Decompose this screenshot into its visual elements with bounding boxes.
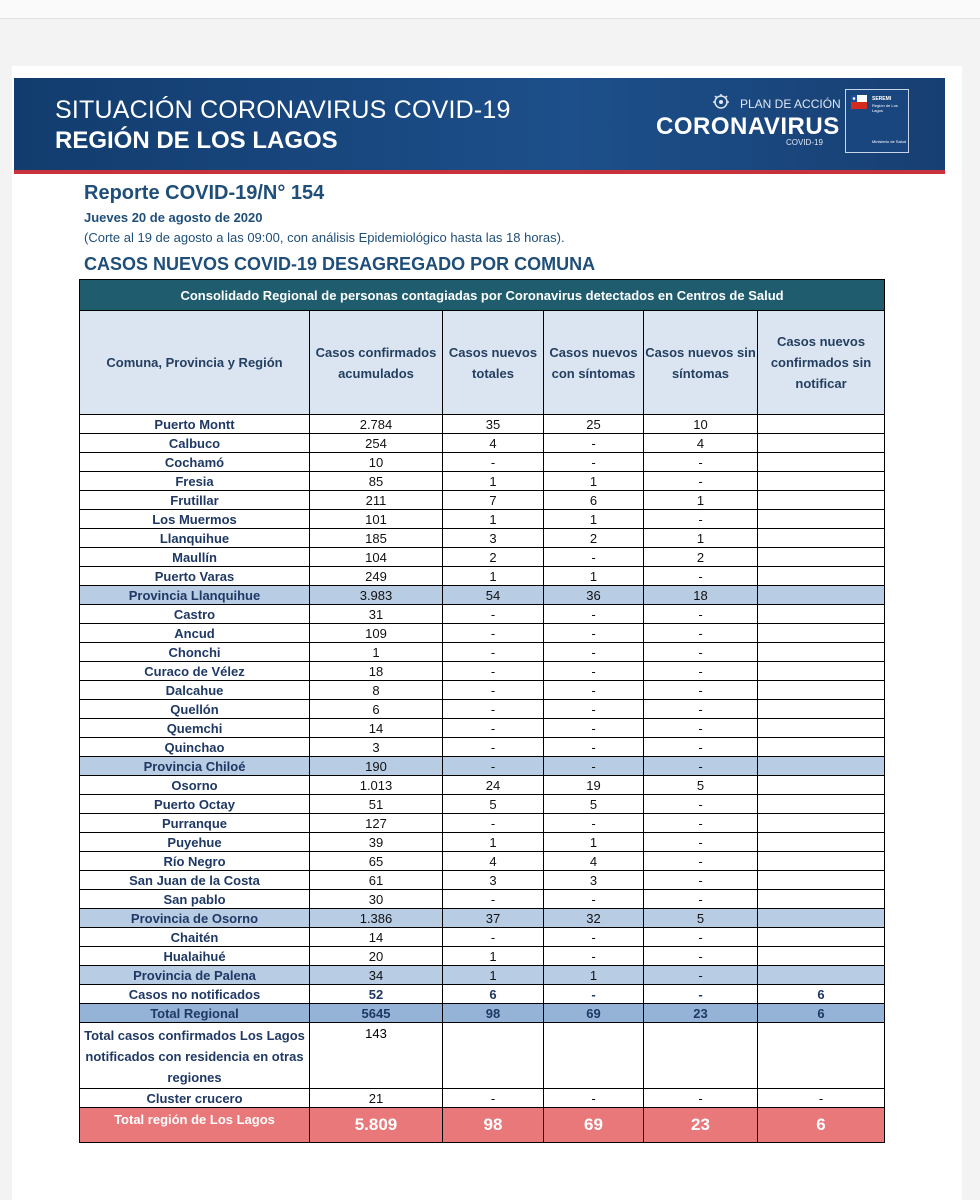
- row-name: Chaitén: [80, 928, 310, 947]
- row-name: Puyehue: [80, 833, 310, 852]
- cell-acumulados: 190: [310, 757, 443, 776]
- row-name: Ancud: [80, 624, 310, 643]
- cell-sin-notificar: [758, 719, 885, 738]
- cell-sin-notificar: [758, 757, 885, 776]
- cell-sin-sintomas: 23: [644, 1004, 758, 1023]
- row-name: Puerto Montt: [80, 415, 310, 434]
- cell-sin-sintomas: -: [644, 453, 758, 472]
- row-name: Quemchi: [80, 719, 310, 738]
- row-name: Puerto Varas: [80, 567, 310, 586]
- cell-nuevos-totales: -: [443, 1089, 544, 1108]
- cell-nuevos-totales: -: [443, 928, 544, 947]
- row-name: Purranque: [80, 814, 310, 833]
- cell-nuevos-totales: 98: [443, 1004, 544, 1023]
- cell-con-sintomas: -: [544, 624, 644, 643]
- row-name: Dalcahue: [80, 681, 310, 700]
- row-name: Total región de Los Lagos: [80, 1108, 310, 1143]
- cell-sin-notificar: [758, 833, 885, 852]
- cell-nuevos-totales: 1: [443, 833, 544, 852]
- section-title: CASOS NUEVOS COVID-19 DESAGREGADO POR COMUNA: [84, 254, 596, 274]
- cell-con-sintomas: -: [544, 757, 644, 776]
- cell-con-sintomas: -: [544, 548, 644, 567]
- cell-acumulados: 101: [310, 510, 443, 529]
- cell-sin-sintomas: -: [644, 719, 758, 738]
- table-row: [80, 909, 885, 928]
- cell-sin-sintomas: -: [644, 681, 758, 700]
- table-row: [80, 1004, 885, 1023]
- table-row: [80, 434, 885, 453]
- cell-sin-notificar: [758, 909, 885, 928]
- cell-sin-notificar: [758, 453, 885, 472]
- table-row: [80, 833, 885, 852]
- table-row: [80, 814, 885, 833]
- table-row: [80, 776, 885, 795]
- report-date: Jueves 20 de agosto de 2020: [84, 210, 263, 225]
- cell-nuevos-totales: -: [443, 624, 544, 643]
- cell-sin-notificar: 6: [758, 1004, 885, 1023]
- cell-sin-notificar: [758, 643, 885, 662]
- cell-sin-notificar: [758, 871, 885, 890]
- column-header-comuna: Comuna, Provincia y Región: [80, 311, 310, 415]
- virus-icon: [706, 93, 736, 109]
- table-row-other-regions: [80, 1023, 885, 1089]
- cell-empty: [544, 1023, 644, 1089]
- cell-nuevos-totales: -: [443, 700, 544, 719]
- table-row: [80, 662, 885, 681]
- row-name: Provincia Chiloé: [80, 757, 310, 776]
- table-row: [80, 453, 885, 472]
- row-name: Los Muermos: [80, 510, 310, 529]
- cell-acumulados: 51: [310, 795, 443, 814]
- table-row: [80, 491, 885, 510]
- cell-sin-notificar: [758, 624, 885, 643]
- cell-sin-sintomas: 5: [644, 776, 758, 795]
- cell-con-sintomas: 3: [544, 871, 644, 890]
- row-name: Cluster crucero: [80, 1089, 310, 1108]
- cell-con-sintomas: 32: [544, 909, 644, 928]
- table-row: [80, 415, 885, 434]
- cell-sin-notificar: [758, 700, 885, 719]
- cell-sin-sintomas: 10: [644, 415, 758, 434]
- cell-nuevos-totales: -: [443, 738, 544, 757]
- cell-acumulados: 249: [310, 567, 443, 586]
- cell-acumulados: 39: [310, 833, 443, 852]
- table-row: [80, 947, 885, 966]
- cell-con-sintomas: 5: [544, 795, 644, 814]
- row-name: Castro: [80, 605, 310, 624]
- cell-nuevos-totales: -: [443, 814, 544, 833]
- row-name: San Juan de la Costa: [80, 871, 310, 890]
- cell-sin-notificar: [758, 415, 885, 434]
- cell-nuevos-totales: -: [443, 681, 544, 700]
- row-name: Total Regional: [80, 1004, 310, 1023]
- table-caption: Consolidado Regional de personas contagiadas por Coronavirus detectados en Centros de Salud: [80, 280, 885, 311]
- cell-nuevos-totales: 1: [443, 472, 544, 491]
- cell-con-sintomas: -: [544, 662, 644, 681]
- cell-acumulados: 14: [310, 928, 443, 947]
- cell-sin-notificar: 6: [758, 985, 885, 1004]
- cell-acumulados: 20: [310, 947, 443, 966]
- cell-sin-sintomas: -: [644, 567, 758, 586]
- cell-sin-sintomas: 18: [644, 586, 758, 605]
- cell-con-sintomas: -: [544, 453, 644, 472]
- cell-acumulados: 65: [310, 852, 443, 871]
- cell-acumulados: 10: [310, 453, 443, 472]
- cell-con-sintomas: 1: [544, 833, 644, 852]
- cell-acumulados: 3: [310, 738, 443, 757]
- row-name: Quinchao: [80, 738, 310, 757]
- cell-nuevos-totales: 3: [443, 871, 544, 890]
- cell-acumulados: 30: [310, 890, 443, 909]
- cell-con-sintomas: 1: [544, 510, 644, 529]
- banner-region: REGIÓN DE LOS LAGOS: [55, 127, 338, 154]
- cell-acumulados: 104: [310, 548, 443, 567]
- cell-nuevos-totales: 6: [443, 985, 544, 1004]
- cell-nuevos-totales: 37: [443, 909, 544, 928]
- column-header-acumulados: Casos confirmados acumulados: [310, 311, 443, 415]
- ministry-top-label: SEREMI: [872, 96, 892, 102]
- cell-acumulados: 1: [310, 643, 443, 662]
- ministry-region-label: Región de Los Lagos: [872, 103, 898, 113]
- cell-nuevos-totales: -: [443, 453, 544, 472]
- row-name: Cochamó: [80, 453, 310, 472]
- cell-nuevos-totales: 98: [443, 1108, 544, 1143]
- cell-sin-notificar: [758, 852, 885, 871]
- cell-sin-notificar: [758, 795, 885, 814]
- cell-nuevos-totales: -: [443, 643, 544, 662]
- cell-sin-notificar: [758, 681, 885, 700]
- cell-sin-sintomas: -: [644, 928, 758, 947]
- cell-sin-sintomas: -: [644, 757, 758, 776]
- brand-subtext: COVID-19: [786, 138, 823, 147]
- cell-nuevos-totales: 1: [443, 510, 544, 529]
- cell-con-sintomas: -: [544, 643, 644, 662]
- cell-sin-notificar: [758, 605, 885, 624]
- cell-nuevos-totales: 4: [443, 434, 544, 453]
- cell-sin-sintomas: 2: [644, 548, 758, 567]
- plan-label: PLAN DE ACCIÓN: [740, 97, 841, 111]
- cell-sin-notificar: [758, 567, 885, 586]
- cell-sin-notificar: [758, 472, 885, 491]
- cell-con-sintomas: -: [544, 890, 644, 909]
- cell-acumulados: 211: [310, 491, 443, 510]
- table-row: [80, 681, 885, 700]
- table-row: [80, 700, 885, 719]
- cell-con-sintomas: 25: [544, 415, 644, 434]
- cell-sin-sintomas: -: [644, 662, 758, 681]
- row-name: Frutillar: [80, 491, 310, 510]
- cell-nuevos-totales: 2: [443, 548, 544, 567]
- browser-top-bar: [0, 0, 980, 19]
- cell-sin-sintomas: -: [644, 833, 758, 852]
- cell-sin-notificar: [758, 510, 885, 529]
- cell-sin-notificar: [758, 434, 885, 453]
- table-row: [80, 871, 885, 890]
- cell-acumulados: 143: [310, 1023, 443, 1089]
- cell-nuevos-totales: -: [443, 890, 544, 909]
- cell-nuevos-totales: 1: [443, 947, 544, 966]
- cell-acumulados: 18: [310, 662, 443, 681]
- table-row: [80, 624, 885, 643]
- cell-nuevos-totales: -: [443, 662, 544, 681]
- cell-con-sintomas: 1: [544, 966, 644, 985]
- row-name: Llanquihue: [80, 529, 310, 548]
- table-row: [80, 548, 885, 567]
- table-row-cluster: [80, 1089, 885, 1108]
- column-header-nuevos-totales: Casos nuevos totales: [443, 311, 544, 415]
- table-row: [80, 472, 885, 491]
- table-row: [80, 757, 885, 776]
- cell-sin-sintomas: -: [644, 871, 758, 890]
- cell-con-sintomas: -: [544, 434, 644, 453]
- cell-sin-sintomas: -: [644, 947, 758, 966]
- cell-sin-sintomas: -: [644, 814, 758, 833]
- cell-sin-notificar: [758, 586, 885, 605]
- table-row: [80, 529, 885, 548]
- cell-sin-sintomas: -: [644, 700, 758, 719]
- cell-sin-notificar: [758, 738, 885, 757]
- cell-sin-sintomas: -: [644, 605, 758, 624]
- cell-acumulados: 5645: [310, 1004, 443, 1023]
- cell-acumulados: 1.386: [310, 909, 443, 928]
- cell-empty: [443, 1023, 544, 1089]
- column-header-sin-sintomas: Casos nuevos sin síntomas: [644, 311, 758, 415]
- cell-nuevos-totales: 7: [443, 491, 544, 510]
- cell-sin-sintomas: -: [644, 624, 758, 643]
- cell-nuevos-totales: -: [443, 605, 544, 624]
- cell-nuevos-totales: -: [443, 757, 544, 776]
- table-row: [80, 928, 885, 947]
- cell-sin-notificar: [758, 966, 885, 985]
- report-title: Reporte COVID-19/N° 154: [84, 182, 325, 204]
- cell-sin-notificar: -: [758, 1089, 885, 1108]
- cell-acumulados: 61: [310, 871, 443, 890]
- cell-con-sintomas: 69: [544, 1108, 644, 1143]
- cell-sin-sintomas: 1: [644, 491, 758, 510]
- cell-acumulados: 85: [310, 472, 443, 491]
- cell-con-sintomas: -: [544, 719, 644, 738]
- cell-sin-notificar: [758, 814, 885, 833]
- cell-empty: [644, 1023, 758, 1089]
- row-name: Provincia de Palena: [80, 966, 310, 985]
- cell-acumulados: 6: [310, 700, 443, 719]
- cell-sin-notificar: [758, 529, 885, 548]
- brand-logo-text: CORONAVIRUS: [656, 113, 840, 140]
- column-header-sin-notificar: Casos nuevos confirmados sin notificar: [758, 311, 885, 415]
- row-name: Hualaihué: [80, 947, 310, 966]
- cell-con-sintomas: 2: [544, 529, 644, 548]
- cell-nuevos-totales: -: [443, 719, 544, 738]
- table-row: [80, 719, 885, 738]
- column-header-con-sintomas: Casos nuevos con síntomas: [544, 311, 644, 415]
- row-name: Maullín: [80, 548, 310, 567]
- ministry-bottom-label: Ministerio de Salud: [872, 139, 907, 144]
- banner-title: SITUACIÓN CORONAVIRUS COVID-19: [55, 96, 511, 124]
- cell-con-sintomas: 4: [544, 852, 644, 871]
- cell-nuevos-totales: 24: [443, 776, 544, 795]
- row-name: Casos no notificados: [80, 985, 310, 1004]
- report-note: (Corte al 19 de agosto a las 09:00, con análisis Epidemiológico hasta las 18 horas).: [84, 230, 565, 245]
- cell-sin-sintomas: -: [644, 472, 758, 491]
- cell-sin-sintomas: -: [644, 1089, 758, 1108]
- cell-con-sintomas: -: [544, 738, 644, 757]
- cell-sin-notificar: 6: [758, 1108, 885, 1143]
- row-name: Curaco de Vélez: [80, 662, 310, 681]
- row-name: Total casos confirmados Los Lagos notificados con residencia en otras regiones: [80, 1023, 310, 1089]
- cell-nuevos-totales: 54: [443, 586, 544, 605]
- cell-sin-sintomas: -: [644, 738, 758, 757]
- cell-con-sintomas: 69: [544, 1004, 644, 1023]
- cell-sin-notificar: [758, 548, 885, 567]
- cell-acumulados: 127: [310, 814, 443, 833]
- cases-table: [79, 279, 885, 1143]
- cell-nuevos-totales: 35: [443, 415, 544, 434]
- row-name: Fresia: [80, 472, 310, 491]
- cell-con-sintomas: -: [544, 814, 644, 833]
- cell-acumulados: 109: [310, 624, 443, 643]
- cell-sin-notificar: [758, 947, 885, 966]
- row-name: Chonchi: [80, 643, 310, 662]
- cell-empty: [758, 1023, 885, 1089]
- cell-con-sintomas: -: [544, 700, 644, 719]
- cell-sin-sintomas: -: [644, 510, 758, 529]
- cell-sin-sintomas: 23: [644, 1108, 758, 1143]
- cell-sin-sintomas: 1: [644, 529, 758, 548]
- table-row: [80, 567, 885, 586]
- cell-acumulados: 3.983: [310, 586, 443, 605]
- cell-acumulados: 52: [310, 985, 443, 1004]
- cell-acumulados: 31: [310, 605, 443, 624]
- row-name: Quellón: [80, 700, 310, 719]
- table-row: [80, 985, 885, 1004]
- table-row: [80, 890, 885, 909]
- cell-con-sintomas: 1: [544, 567, 644, 586]
- cell-sin-notificar: [758, 662, 885, 681]
- cell-acumulados: 34: [310, 966, 443, 985]
- row-name: Provincia de Osorno: [80, 909, 310, 928]
- cell-con-sintomas: -: [544, 985, 644, 1004]
- table-row: [80, 852, 885, 871]
- table-row: [80, 586, 885, 605]
- cell-con-sintomas: -: [544, 605, 644, 624]
- banner-red-stripe: [14, 170, 945, 174]
- cell-acumulados: 2.784: [310, 415, 443, 434]
- cell-sin-sintomas: -: [644, 890, 758, 909]
- cell-sin-notificar: [758, 776, 885, 795]
- cell-con-sintomas: -: [544, 928, 644, 947]
- cell-acumulados: 21: [310, 1089, 443, 1108]
- cell-nuevos-totales: 3: [443, 529, 544, 548]
- cell-sin-sintomas: -: [644, 795, 758, 814]
- cell-sin-sintomas: 5: [644, 909, 758, 928]
- row-name: Osorno: [80, 776, 310, 795]
- cell-acumulados: 14: [310, 719, 443, 738]
- row-name: Puerto Octay: [80, 795, 310, 814]
- row-name: San pablo: [80, 890, 310, 909]
- cell-con-sintomas: 1: [544, 472, 644, 491]
- table-row: [80, 966, 885, 985]
- cell-nuevos-totales: 1: [443, 966, 544, 985]
- table-row: [80, 605, 885, 624]
- cell-con-sintomas: -: [544, 1089, 644, 1108]
- row-name: Calbuco: [80, 434, 310, 453]
- table-row: [80, 510, 885, 529]
- cell-sin-sintomas: -: [644, 985, 758, 1004]
- cell-sin-notificar: [758, 491, 885, 510]
- cell-con-sintomas: 36: [544, 586, 644, 605]
- cell-nuevos-totales: 1: [443, 567, 544, 586]
- cell-acumulados: 1.013: [310, 776, 443, 795]
- cell-acumulados: 254: [310, 434, 443, 453]
- cell-acumulados: 5.809: [310, 1108, 443, 1143]
- table-row: [80, 738, 885, 757]
- row-name: Río Negro: [80, 852, 310, 871]
- cell-con-sintomas: -: [544, 681, 644, 700]
- cell-sin-notificar: [758, 890, 885, 909]
- table-row: [80, 795, 885, 814]
- cell-con-sintomas: 19: [544, 776, 644, 795]
- cell-nuevos-totales: 5: [443, 795, 544, 814]
- cell-sin-sintomas: 4: [644, 434, 758, 453]
- cell-con-sintomas: -: [544, 947, 644, 966]
- cell-acumulados: 8: [310, 681, 443, 700]
- cell-sin-sintomas: -: [644, 966, 758, 985]
- cell-sin-sintomas: -: [644, 852, 758, 871]
- cell-nuevos-totales: 4: [443, 852, 544, 871]
- ministry-logo: [845, 89, 909, 153]
- table-row-final-total: [80, 1108, 885, 1143]
- cell-acumulados: 185: [310, 529, 443, 548]
- row-name: Provincia Llanquihue: [80, 586, 310, 605]
- chile-flag-icon: [851, 95, 867, 109]
- cell-sin-sintomas: -: [644, 643, 758, 662]
- cell-con-sintomas: 6: [544, 491, 644, 510]
- cell-sin-notificar: [758, 928, 885, 947]
- table-row: [80, 643, 885, 662]
